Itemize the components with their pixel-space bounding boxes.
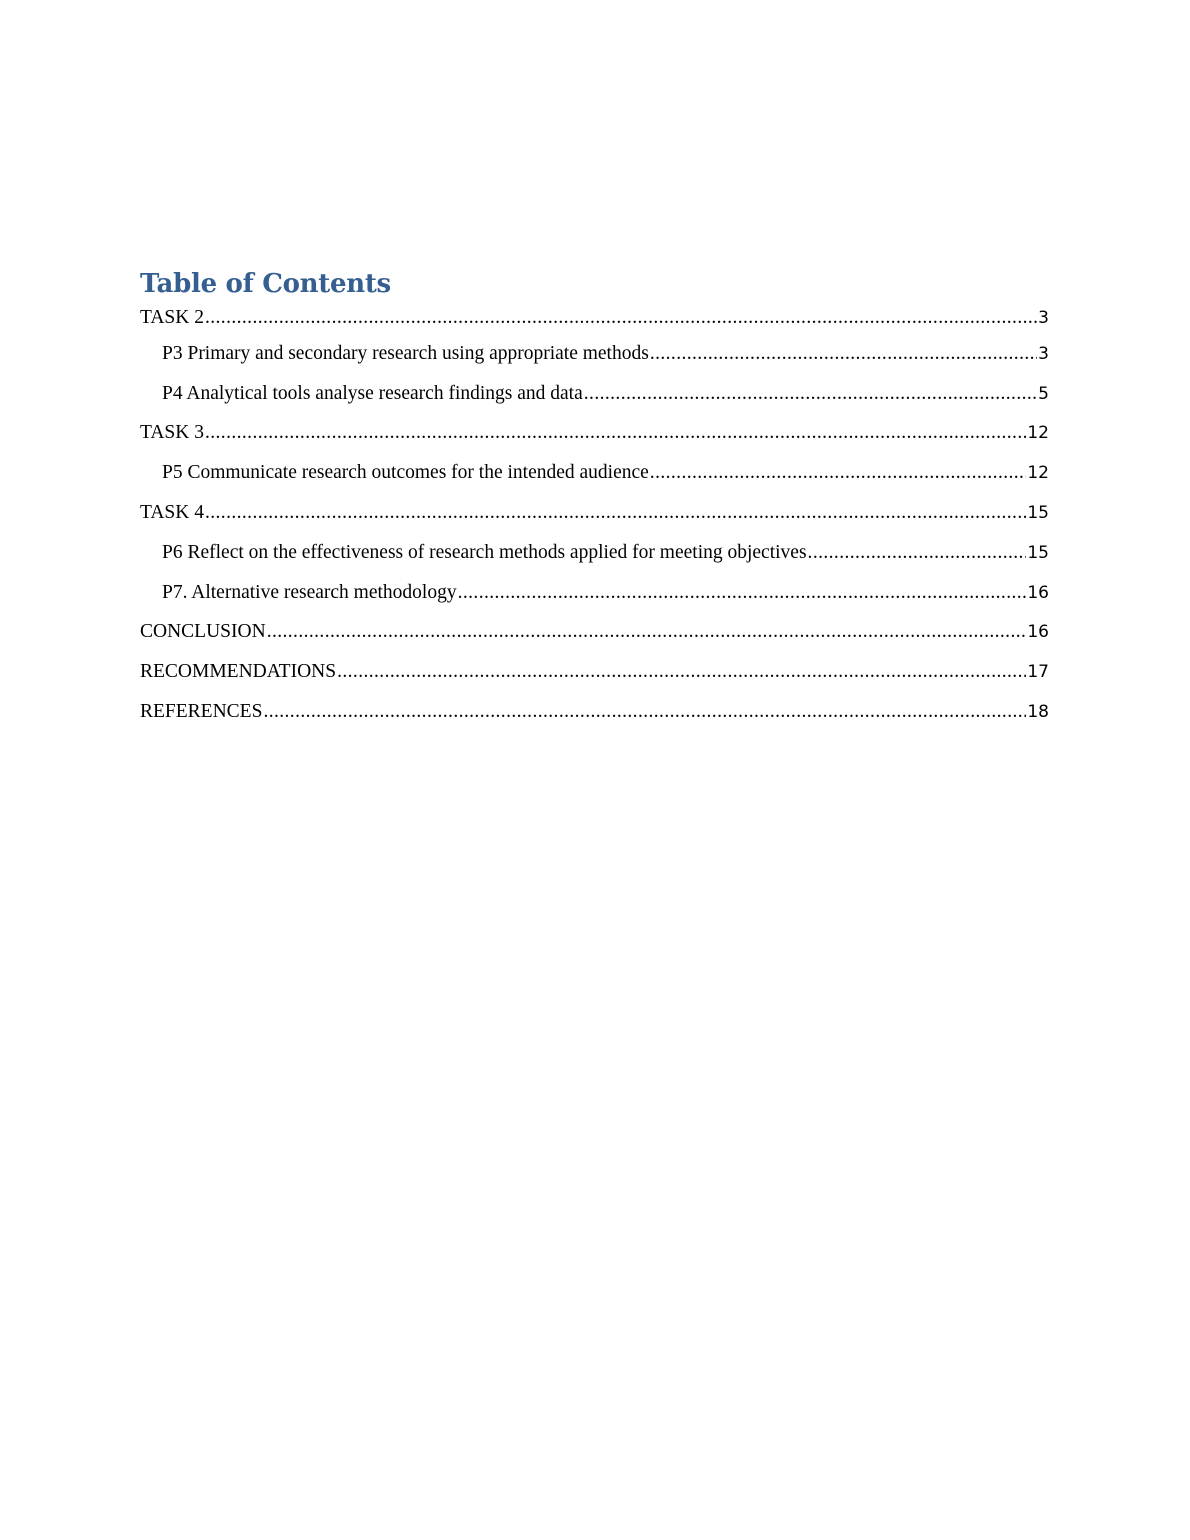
toc-dot-leader — [205, 307, 1037, 329]
toc-entry-p7[interactable] — [140, 573, 1049, 613]
toc-page-number: 12 — [1027, 423, 1049, 444]
toc-page-number: 16 — [1027, 582, 1049, 603]
toc-page-number: 5 — [1038, 383, 1049, 404]
toc-page-number: 3 — [1038, 308, 1049, 328]
toc-entry-title: TASK 3 — [140, 422, 204, 444]
toc-dot-leader — [650, 462, 1027, 484]
toc-dot-leader — [267, 621, 1027, 643]
toc-page-number: 17 — [1027, 662, 1049, 683]
toc-entry-title: TASK 4 — [140, 502, 204, 524]
toc-entry-title: TASK 2 — [140, 307, 204, 328]
toc-entry-title: P7. Alternative research methodology — [162, 581, 457, 603]
toc-entry-p4[interactable] — [140, 374, 1049, 414]
toc-dot-leader — [337, 661, 1026, 683]
toc-dot-leader — [263, 701, 1026, 723]
table-of-contents — [140, 266, 1049, 732]
toc-entry-title: RECOMMENDATIONS — [140, 661, 337, 683]
toc-entry-task-4[interactable] — [140, 493, 1049, 533]
toc-page-number: 16 — [1027, 622, 1049, 643]
toc-dot-leader — [205, 422, 1026, 444]
toc-dot-leader — [650, 343, 1037, 365]
toc-dot-leader — [205, 502, 1026, 524]
toc-entry-title: P4 Analytical tools analyse research findings and data — [162, 382, 583, 404]
toc-entry-title: P5 Communicate research outcomes for the intended audience — [162, 462, 649, 484]
toc-heading: Table of Contents — [140, 269, 391, 299]
toc-dot-leader — [584, 383, 1037, 405]
toc-entry-recommendations[interactable] — [140, 652, 1049, 692]
toc-dot-leader — [458, 582, 1027, 604]
toc-entry-p6[interactable] — [140, 533, 1049, 573]
toc-entry-title: P3 Primary and secondary research using appropriate methods — [162, 342, 649, 364]
toc-entry-task-3[interactable] — [140, 414, 1049, 454]
toc-entry-p3[interactable] — [140, 334, 1049, 374]
toc-entry-references[interactable] — [140, 692, 1049, 732]
toc-entry-title: P6 Reflect on the effectiveness of research methods applied for meeting objectives — [162, 541, 807, 563]
toc-page-number: 15 — [1027, 503, 1049, 524]
toc-entry-title: CONCLUSION — [140, 621, 266, 643]
toc-dot-leader — [808, 542, 1027, 564]
toc-entry-conclusion[interactable] — [140, 613, 1049, 653]
toc-page-number: 18 — [1027, 702, 1049, 723]
toc-entry-title: REFERENCES — [140, 701, 263, 723]
toc-page-number: 15 — [1027, 542, 1049, 563]
toc-entry-p5[interactable] — [140, 453, 1049, 493]
toc-page-number: 12 — [1027, 463, 1049, 484]
toc-page-number: 3 — [1038, 343, 1049, 364]
toc-list — [140, 302, 1049, 732]
toc-entry-task-2[interactable] — [140, 302, 1049, 334]
